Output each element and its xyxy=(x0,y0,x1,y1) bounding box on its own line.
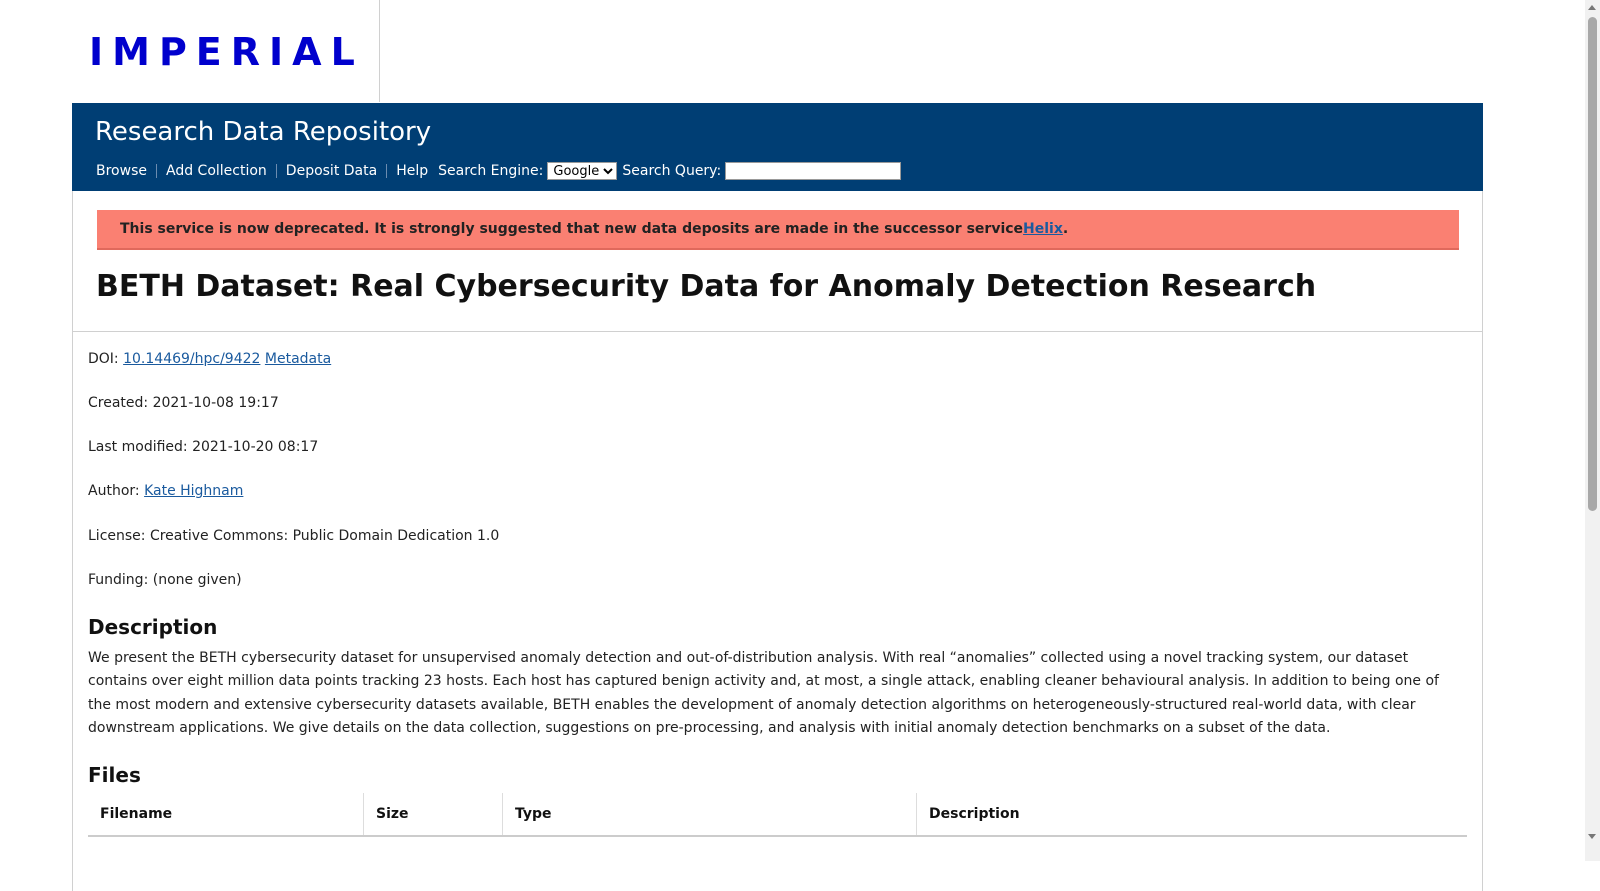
files-table xyxy=(88,793,1467,837)
created-label: Created: xyxy=(88,395,153,411)
description-heading: Description xyxy=(88,615,218,639)
license-value: Creative Commons: Public Domain Dedication 1.0 xyxy=(149,528,500,544)
main-nav xyxy=(96,160,901,182)
site-title[interactable]: Research Data Repository xyxy=(95,117,432,147)
modified-row xyxy=(88,439,318,455)
nav-browse[interactable]: Browse xyxy=(96,163,147,179)
funding-value: (none given) xyxy=(152,572,242,588)
metadata-link[interactable]: Metadata xyxy=(264,351,332,367)
modified-label: Last modified: xyxy=(88,439,193,455)
funding-row xyxy=(88,572,242,588)
alert-text: This service is now deprecated. It is strongly suggested that new data deposits are made in the successor service xyxy=(120,221,1024,237)
scroll-up-arrow-icon[interactable] xyxy=(1588,5,1596,10)
doi-link[interactable]: 10.14469/hpc/9422 xyxy=(123,351,261,367)
header-banner xyxy=(72,103,1483,191)
funding-label: Funding: xyxy=(88,572,153,588)
nav-separator xyxy=(156,164,157,178)
scroll-thumb[interactable] xyxy=(1588,17,1597,511)
created-value: 2021-10-08 19:17 xyxy=(152,395,279,411)
author-link[interactable]: Kate Highnam xyxy=(144,483,244,499)
col-description[interactable]: Description xyxy=(917,793,1468,836)
col-type[interactable]: Type xyxy=(503,793,917,836)
imperial-logo[interactable]: IMPERIAL xyxy=(89,30,364,74)
col-size[interactable]: Size xyxy=(364,793,503,836)
logo-area xyxy=(72,0,380,102)
files-heading: Files xyxy=(88,763,141,787)
nav-help[interactable]: Help xyxy=(396,163,429,179)
license-row xyxy=(88,528,499,544)
page-scrollbar[interactable] xyxy=(1585,0,1600,861)
nav-separator xyxy=(276,164,277,178)
nav-separator xyxy=(386,164,387,178)
scroll-down-arrow-icon[interactable] xyxy=(1588,834,1596,839)
col-filename[interactable]: Filename xyxy=(88,793,364,836)
nav-deposit-data[interactable]: Deposit Data xyxy=(285,163,378,179)
page-title: BETH Dataset: Real Cybersecurity Data for Anomaly Detection Research xyxy=(96,269,1317,304)
created-row xyxy=(88,395,279,411)
search-engine-select[interactable] xyxy=(547,162,617,180)
content-frame xyxy=(72,191,1483,891)
modified-value: 2021-10-20 08:17 xyxy=(192,439,319,455)
helix-link[interactable]: Helix xyxy=(1023,221,1063,237)
search-engine-label: Search Engine: xyxy=(438,163,544,179)
alert-suffix: . xyxy=(1062,221,1069,237)
search-query-label: Search Query: xyxy=(622,163,722,179)
doi-label: DOI: xyxy=(88,351,124,367)
title-divider xyxy=(73,331,1482,332)
doi-row xyxy=(88,351,331,367)
deprecation-alert xyxy=(97,210,1459,250)
nav-add-collection[interactable]: Add Collection xyxy=(165,163,267,179)
author-label: Author: xyxy=(88,483,145,499)
search-query-input[interactable] xyxy=(725,162,901,180)
description-text: We present the BETH cybersecurity dataset for unsupervised anomaly detection and out-of-distribution analysis. With real “anomalies” collected using a novel tracking system, our dataset contains over eight million data points tracking 23 hosts. Each host has captured benign activity and, at most, a single attack, enabling cleaner behavioural analysis. In addition to being one of the most modern and extensive cybersecurity datasets available, BETH enables the development of anomaly detection algorithms on heterogeneously-structured real-world data, with clear downstream applications. We give details on the data collection, suggestions on pre-processing, and analysis with initial anomaly detection benchmarks on a subset of the data. xyxy=(88,650,1439,736)
license-label: License: xyxy=(88,528,150,544)
files-header-row xyxy=(88,793,1467,836)
author-row xyxy=(88,483,243,499)
